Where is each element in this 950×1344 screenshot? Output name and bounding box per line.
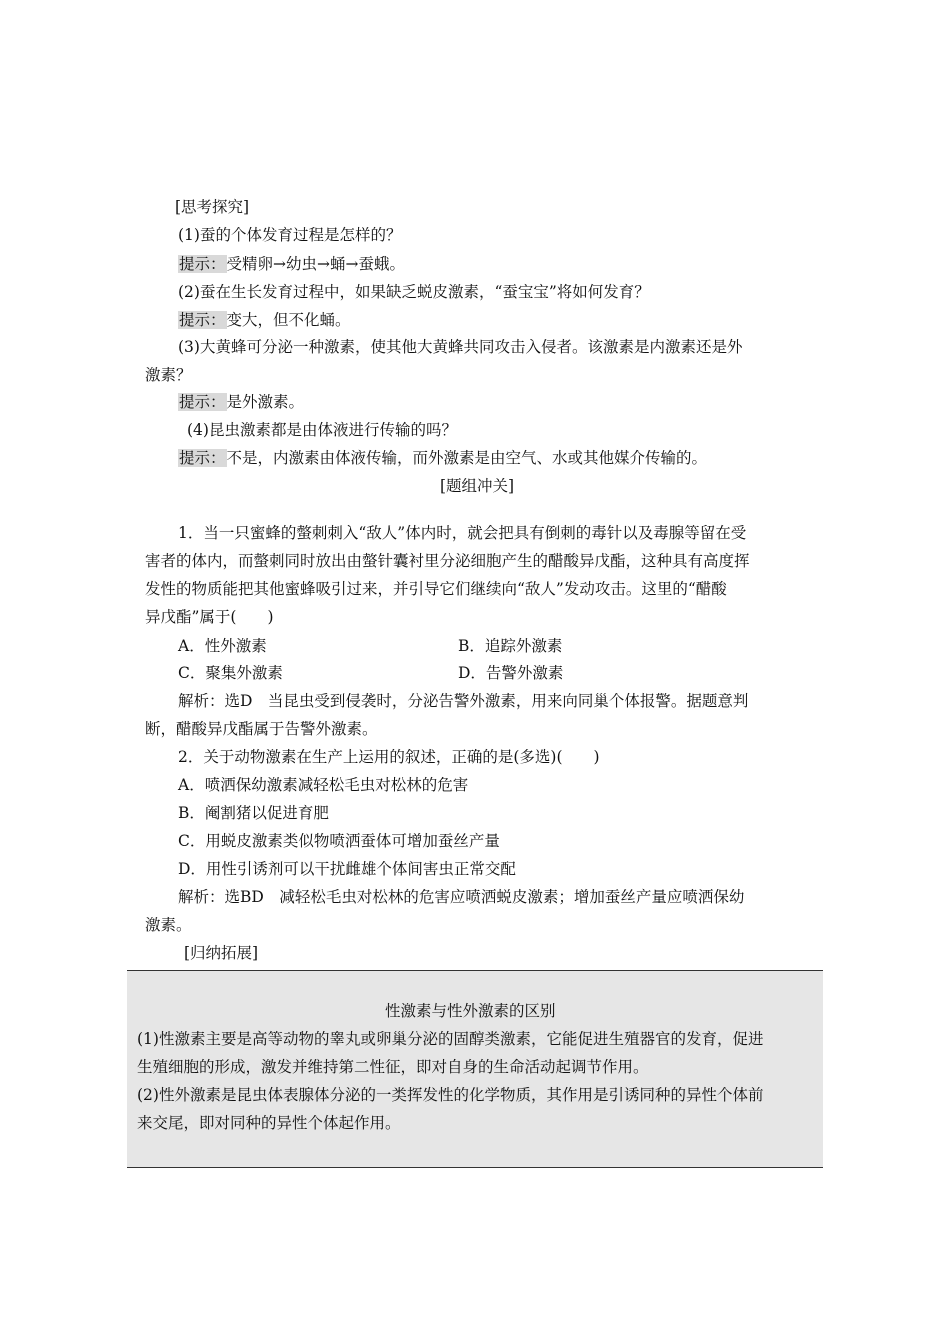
problem-2-analysis-line-1: 解析：选BD 减轻松毛虫对松林的危害应喷洒蜕皮激素；增加蚕丝产量应喷洒保幼: [178, 888, 745, 906]
summary-point-1-line-2: 生殖细胞的形成，激发并维持第二性征，即对自身的生命活动起调节作用。: [137, 1058, 649, 1076]
summary-box: [127, 970, 823, 1168]
problem-2-stem: 2．关于动物激素在生产上运用的叙述，正确的是(多选)( ): [178, 748, 600, 766]
think-question-3-line-2: 激素？: [145, 366, 192, 384]
group-heading: [题组冲关]: [440, 477, 515, 495]
think-question-2: (2)蚕在生长发育过程中，如果缺乏蜕皮激素，“蚕宝宝”将如何发育？: [178, 283, 650, 301]
problem-1-line-2: 害者的体内，而螫刺同时放出由螫针囊衬里分泌细胞产生的醋酸异戊酯，这种具有高度挥: [145, 552, 750, 570]
summary-heading: [归纳拓展]: [184, 944, 259, 962]
hint-label: 提示：: [179, 449, 226, 467]
think-answer-4: [178, 448, 707, 468]
think-question-3-line-1: (3)大黄蜂可分泌一种激素，使其他大黄蜂共同攻击入侵者。该激素是内激素还是外: [178, 338, 743, 356]
problem-1-line-4: 异戊酯”属于( ): [145, 608, 274, 626]
problem-1-option-c: C．聚集外激素: [178, 664, 283, 682]
answer-text: 不是，内激素由体液传输，而外激素是由空气、水或其他媒介传输的。: [226, 449, 708, 467]
think-heading: [思考探究]: [175, 198, 250, 216]
think-answer-3: [178, 392, 304, 412]
summary-box-title: 性激素与性外激素的区别: [385, 1002, 556, 1020]
problem-1-analysis-line-2: 断，醋酸异戊酯属于告警外激素。: [145, 720, 378, 738]
problem-2-option-d: D．用性引诱剂可以干扰雌雄个体间害虫正常交配: [178, 860, 516, 878]
problem-1-analysis-line-1: 解析：选D 当昆虫受到侵袭时，分泌告警外激素，用来向同巢个体报警。据题意判: [178, 692, 749, 710]
summary-point-2-line-1: (2)性外激素是昆虫体表腺体分泌的一类挥发性的化学物质，其作用是引诱同种的异性个体前: [137, 1086, 764, 1104]
summary-point-1-line-1: (1)性激素主要是高等动物的睾丸或卵巢分泌的固醇类激素，它能促进生殖器官的发育，促进: [137, 1030, 764, 1048]
problem-1-option-d: D．告警外激素: [458, 664, 564, 682]
summary-point-2-line-2: 来交尾，即对同种的异性个体起作用。: [137, 1114, 401, 1132]
think-question-4: (4)昆虫激素都是由体液进行传输的吗？: [187, 421, 457, 439]
problem-2-option-c: C．用蜕皮激素类似物喷洒蚕体可增加蚕丝产量: [178, 832, 500, 850]
problem-1-option-b: B．追踪外激素: [458, 637, 563, 655]
problem-2-option-b: B．阉割猪以促进育肥: [178, 804, 329, 822]
hint-label: 提示：: [179, 393, 226, 411]
hint-label: 提示：: [179, 311, 226, 329]
problem-1-line-3: 发性的物质能把其他蜜蜂吸引过来，并引导它们继续向“敌人”发动攻击。这里的“醋酸: [145, 580, 727, 598]
problem-2-option-a: A．喷洒保幼激素减轻松毛虫对松林的危害: [178, 776, 469, 794]
think-answer-1: [178, 254, 405, 274]
think-answer-2: [178, 310, 351, 330]
answer-text: 变大，但不化蛹。: [226, 311, 351, 329]
answer-text: 受精卵→幼虫→蛹→蚕蛾。: [226, 255, 405, 273]
think-question-1: (1)蚕的个体发育过程是怎样的？: [178, 226, 402, 244]
problem-2-analysis-line-2: 激素。: [145, 916, 192, 934]
problem-1-option-a: A．性外激素: [178, 637, 267, 655]
problem-1-line-1: 1．当一只蜜蜂的螫刺刺入“敌人”体内时，就会把具有倒刺的毒针以及毒腺等留在受: [178, 524, 747, 542]
hint-label: 提示：: [179, 255, 226, 273]
answer-text: 是外激素。: [226, 393, 305, 411]
